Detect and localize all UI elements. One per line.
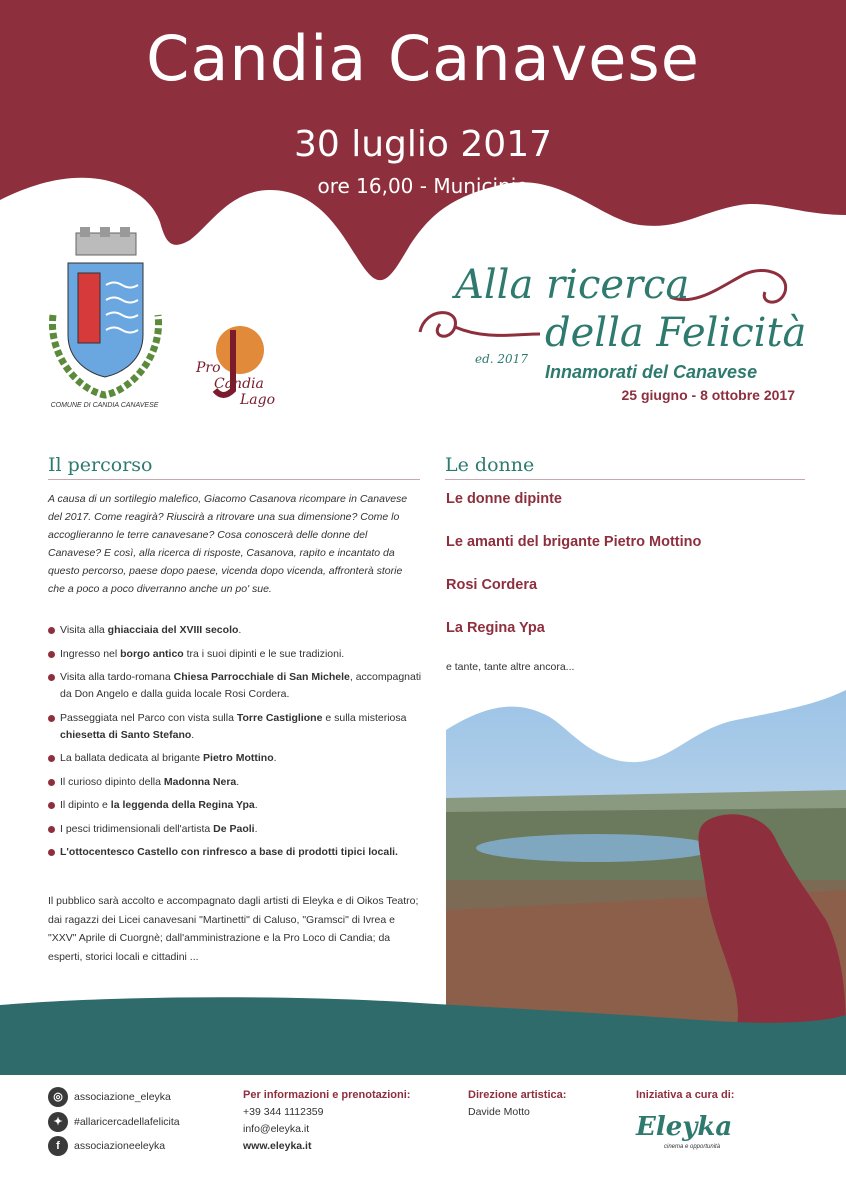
phone-number[interactable]: +39 344 1112359	[243, 1106, 324, 1118]
event-edition: ed. 2017	[475, 352, 528, 366]
percorso-step: Ingresso nel borgo antico tra i suoi dipinti e le sue tradizioni.	[48, 646, 428, 663]
percorso-step: Visita alla ghiacciaia del XVIII secolo.	[48, 622, 428, 639]
event-dates: 25 giugno - 8 ottobre 2017	[621, 387, 795, 403]
event-date: 30 luglio 2017	[293, 124, 552, 165]
donne-item: Rosi Cordera	[446, 577, 538, 593]
director-name: Davide Motto	[468, 1106, 530, 1118]
donne-item: Le amanti del brigante Pietro Mottino	[446, 534, 702, 550]
donne-divider	[445, 479, 805, 480]
donne-more: e tante, tante altre ancora...	[446, 661, 575, 673]
website-link[interactable]: www.eleyka.it	[243, 1140, 312, 1152]
direction-heading: Direzione artistica:	[468, 1089, 567, 1101]
pro-candia-lago-text: Pro Candia Lago	[196, 360, 276, 408]
percorso-heading: Il percorso	[48, 454, 153, 476]
footer-band	[0, 995, 846, 1075]
twitter-icon: ✦	[48, 1112, 68, 1132]
percorso-intro: A causa di un sortilegio malefico, Giacomo Casanova ricompare in Canavese del 2017. Come reagirà? Riuscirà a ritrovare una sua dimensione? Come lo accoglieranno le terre canavesane? Cosa conoscerà delle donne del Canavese? E così, alla ricerca di risposte, Casanova, rapito e incantato da questo percorso, paese dopo paese, vicenda dopo vicenda, affronterà storie che a poco a poco diverranno anche un po' sue.	[48, 493, 408, 595]
bullet-icon	[48, 651, 55, 658]
percorso-outro: Il pubblico sarà accolto e accompagnato dagli artisti di Eleyka e di Oikos Teatro; dai ragazzi dei Licei canavesani "Martinetti" di Caluso, "Gramsci" di Ivrea e "XXV" Aprile di Cuorgnè; dall'amministrazione e la Pro Loco di Candia; da esperti, storici locali e cittadini ...	[48, 895, 419, 963]
eleyka-tagline: cinema e opportunità	[664, 1144, 721, 1150]
bullet-icon	[48, 715, 55, 722]
bullet-icon	[48, 627, 55, 634]
initiative-heading: Iniziativa a cura di:	[636, 1089, 735, 1101]
event-time-place: ore 16,00 - Municipio	[317, 174, 529, 198]
coat-of-arms-logo	[38, 225, 173, 415]
bullet-icon	[48, 826, 55, 833]
percorso-step: Passeggiata nel Parco con vista sulla Torre Castiglione e sulla misteriosa chiesetta di Santo Stefano.	[48, 710, 428, 744]
facebook-icon: f	[48, 1136, 68, 1156]
social-instagram[interactable]: ◎ associazione_eleyka	[48, 1087, 171, 1107]
landscape-photo	[446, 690, 846, 1030]
bullet-icon	[48, 674, 55, 681]
donne-item: La Regina Ypa	[446, 620, 545, 636]
donne-heading: Le donne	[445, 454, 535, 476]
bullet-icon	[48, 755, 55, 762]
bullet-icon	[48, 849, 55, 856]
percorso-step: I pesci tridimensionali dell'artista De Paoli.	[48, 821, 428, 838]
percorso-step: Il curioso dipinto della Madonna Nera.	[48, 774, 428, 791]
percorso-step: La ballata dedicata al brigante Pietro Mottino.	[48, 750, 428, 767]
event-subtitle: Innamorati del Canavese	[545, 362, 758, 382]
eleyka-logo: Eleyka	[636, 1112, 733, 1142]
info-heading: Per informazioni e prenotazioni:	[243, 1089, 411, 1101]
bullet-icon	[48, 779, 55, 786]
percorso-step: Il dipinto e la leggenda della Regina Ypa.	[48, 797, 428, 814]
donne-item: Le donne dipinte	[446, 491, 562, 507]
percorso-step: Visita alla tardo-romana Chiesa Parrocchiale di San Michele, accompagnati da Don Angelo e dalla guida locale Rosi Cordera.	[48, 669, 428, 703]
event-brand-line-2: della Felicità	[545, 310, 807, 356]
page-title: Candia Canavese	[146, 22, 700, 95]
instagram-icon: ◎	[48, 1087, 68, 1107]
email-link[interactable]: info@eleyka.it	[243, 1123, 310, 1135]
bullet-icon	[48, 802, 55, 809]
social-twitter[interactable]: ✦ #allaricercadellafelicita	[48, 1112, 180, 1132]
coat-of-arms-caption: COMUNE DI CANDIA CANAVESE	[50, 402, 159, 409]
percorso-step: L'ottocentesco Castello con rinfresco a base di prodotti tipici locali.	[48, 844, 428, 861]
percorso-steps-list	[48, 622, 428, 868]
social-facebook[interactable]: f associazioneeleyka	[48, 1136, 165, 1156]
event-brand-line-1: Alla ricerca	[455, 262, 690, 308]
percorso-divider	[48, 479, 420, 480]
